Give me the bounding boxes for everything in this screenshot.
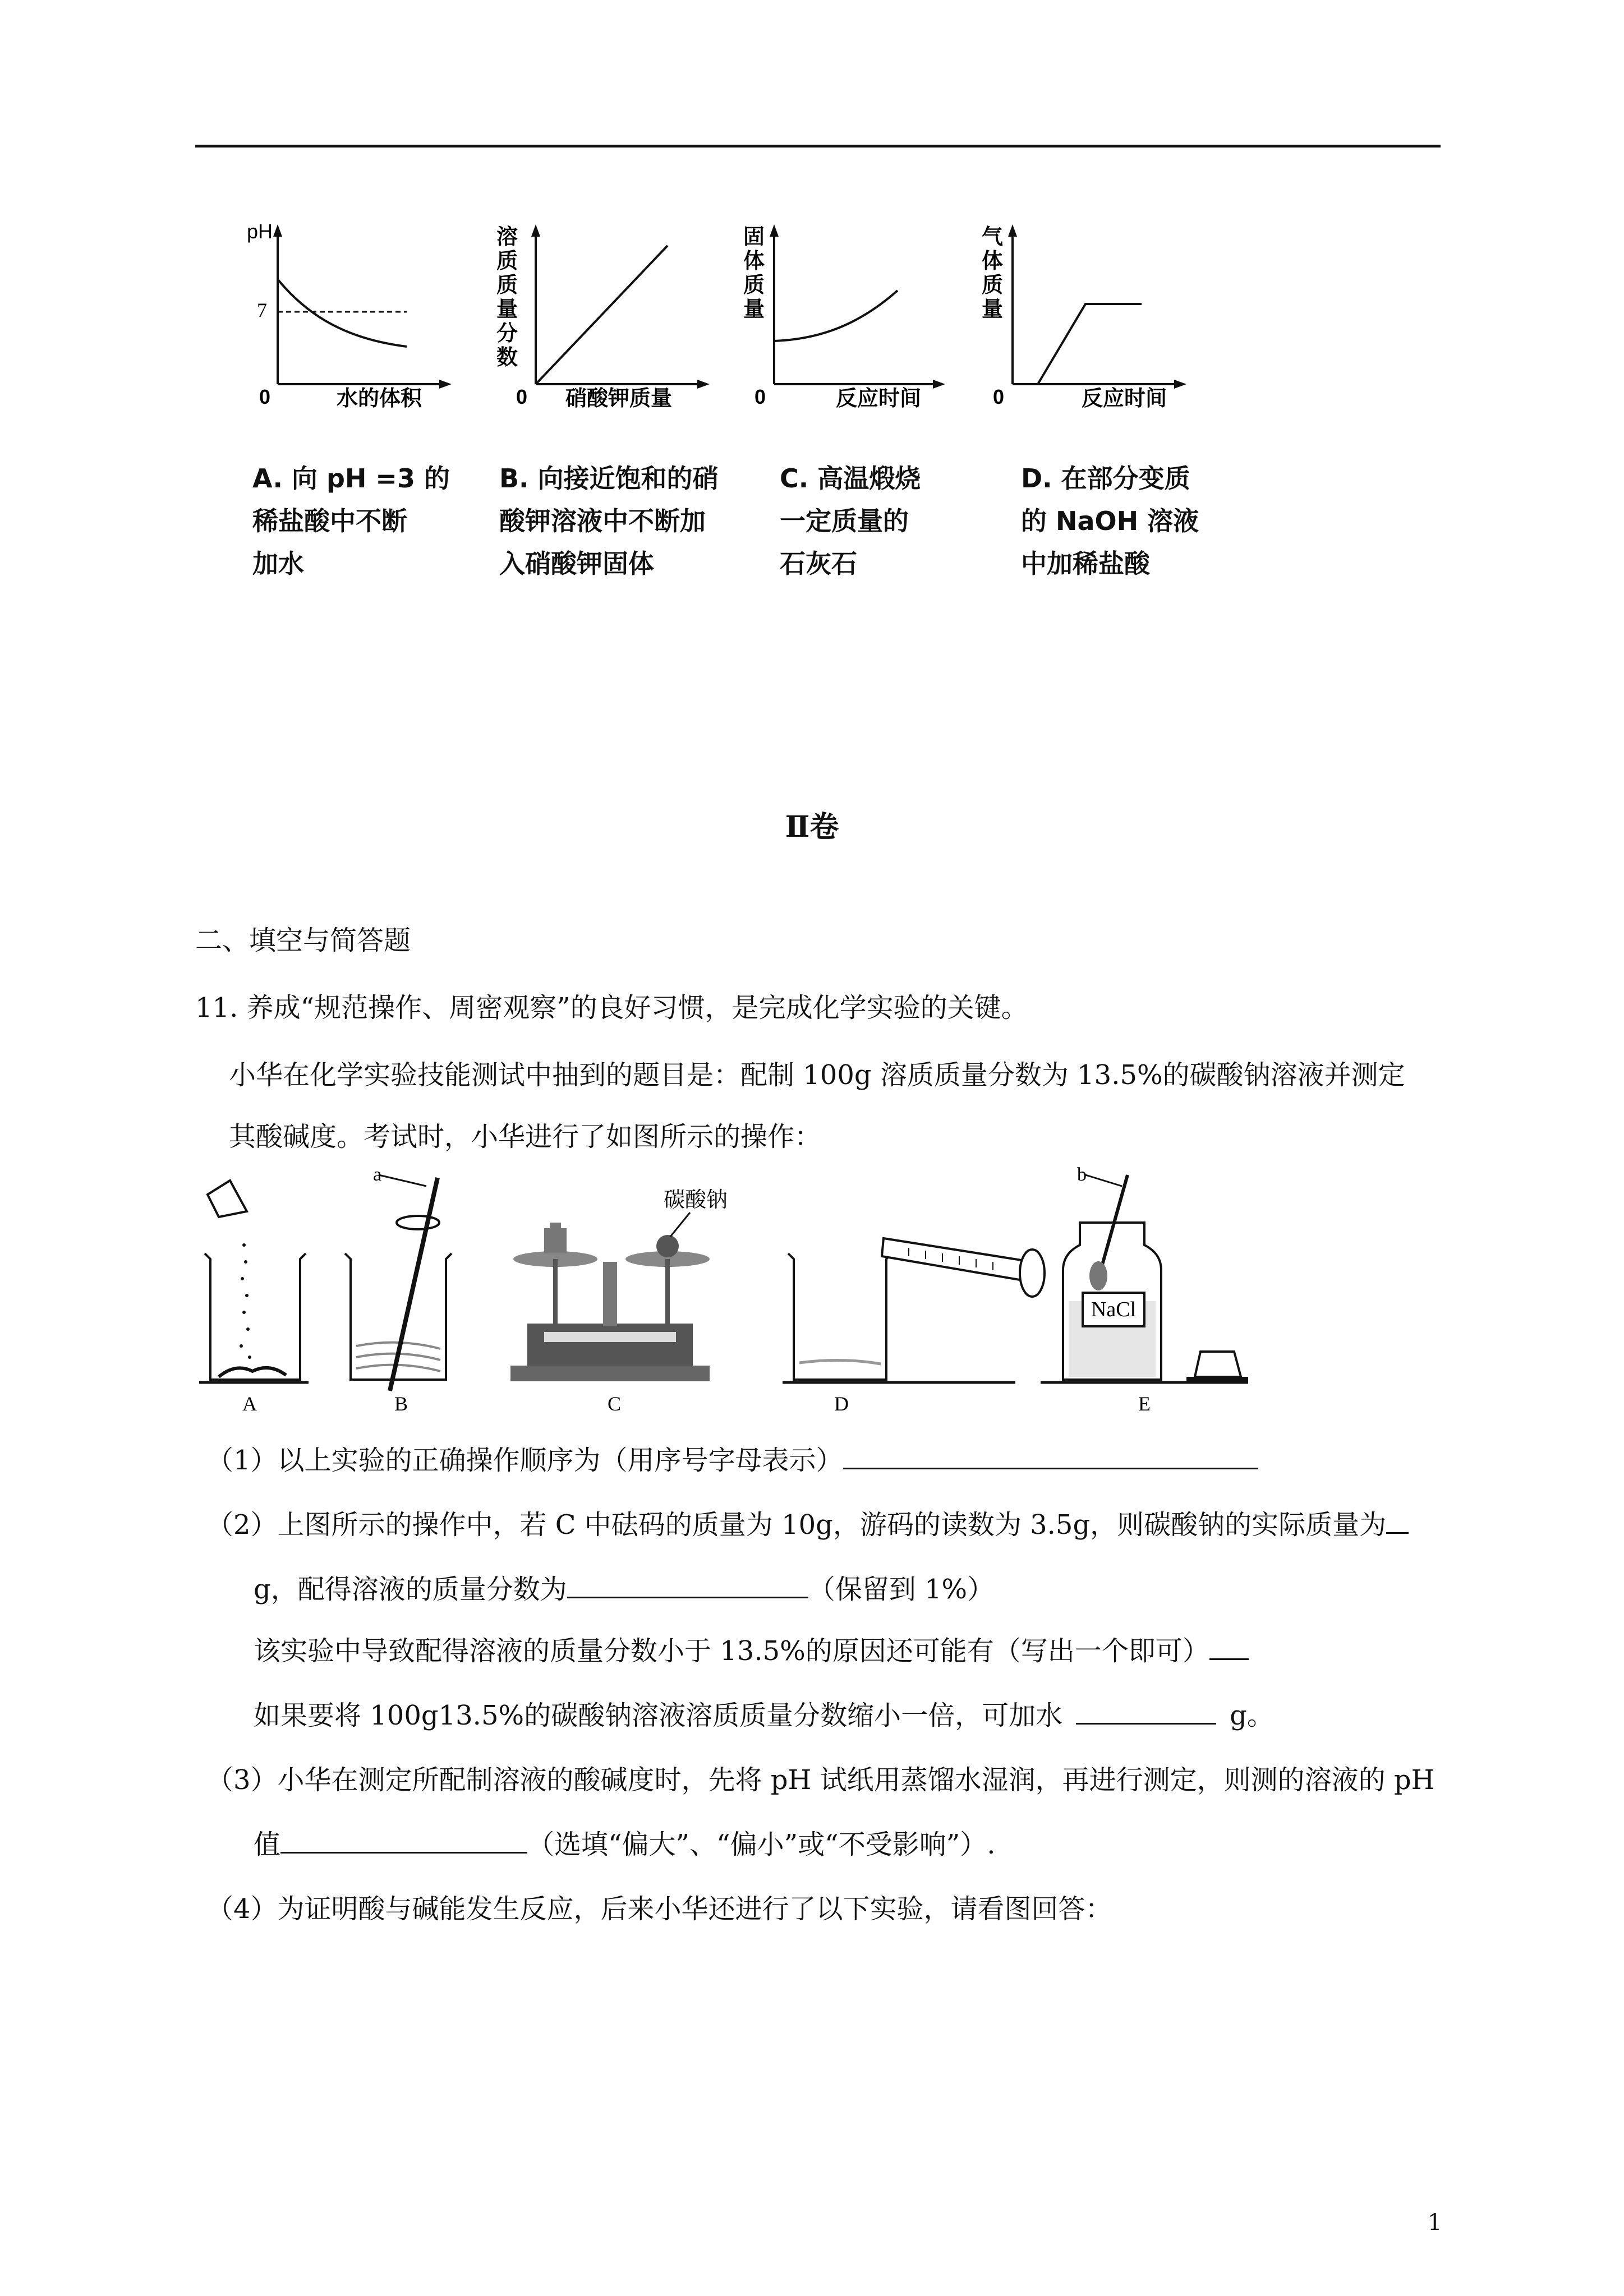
svg-text:量: 量 <box>496 298 518 321</box>
svg-text:固: 固 <box>743 225 765 249</box>
svg-text:分: 分 <box>496 322 518 345</box>
graph-d-ylabel <box>982 225 1003 321</box>
q11-desc-line2: 其酸碱度。考试时，小华进行了如图所示的操作： <box>229 1121 822 1152</box>
graph-b-origin: 0 <box>516 385 528 408</box>
answer-blank-3[interactable] <box>280 1827 527 1854</box>
apparatus-a <box>199 1181 309 1415</box>
label-b: B <box>394 1393 408 1415</box>
apparatus-c <box>510 1188 728 1415</box>
graph-a <box>247 220 452 411</box>
graph-c-ylabel <box>743 225 765 321</box>
q11-part3-line2: 值 （选填“偏大”、“偏小”或“不受影响”）. <box>254 1823 996 1861</box>
label-nacl: NaCl <box>1091 1298 1137 1321</box>
q11-part2-line2: g，配得溶液的质量分数为 （保留到 1%） <box>254 1567 994 1606</box>
graph-d-xlabel: 反应时间 <box>1082 387 1167 411</box>
answer-blank-2d[interactable] <box>1076 1698 1216 1725</box>
graph-b <box>496 224 710 411</box>
label-d: D <box>834 1393 849 1415</box>
label-chem: 碳酸钠 <box>663 1188 728 1212</box>
answer-blank-2a[interactable] <box>1386 1507 1409 1534</box>
graph-a-xlabel: 水的体积 <box>337 387 422 411</box>
graph-c-xlabel: 反应时间 <box>836 387 922 411</box>
q11-part4: （4）为证明酸与碱能发生反应，后来小华还进行了以下实验，请看图回答： <box>206 1893 1112 1925</box>
answer-blank-2b[interactable] <box>567 1572 808 1598</box>
apparatus-figure <box>191 1155 1313 1419</box>
apparatus-d <box>783 1238 1045 1415</box>
option-c: C. 高温煅烧 一定质量的 石灰石 <box>780 463 921 579</box>
svg-text:溶: 溶 <box>496 225 518 249</box>
svg-text:质: 质 <box>496 274 518 297</box>
label-a: A <box>242 1393 257 1415</box>
graph-a-origin: 0 <box>259 385 271 408</box>
graphs-figure <box>213 219 1223 426</box>
svg-text:质: 质 <box>982 274 1004 297</box>
q11-desc-line1: 小华在化学实验技能测试中抽到的题目是：配制 100g 溶质质量分数为 13.5%的碳酸钠溶液并测定 <box>229 1059 1405 1091</box>
header-rule <box>195 145 1441 147</box>
svg-text:体: 体 <box>982 250 1004 273</box>
apparatus-e <box>1041 1164 1248 1415</box>
graph-d-origin: 0 <box>993 385 1005 408</box>
svg-text:体: 体 <box>743 250 765 273</box>
graph-c-origin: 0 <box>755 385 766 408</box>
option-a: A. 向 pH =3 的 稀盐酸中不断 加水 <box>252 463 450 579</box>
label-e: E <box>1138 1393 1151 1415</box>
svg-text:量: 量 <box>982 298 1004 321</box>
answer-blank-2c[interactable] <box>1209 1634 1249 1660</box>
apparatus-b <box>345 1164 452 1415</box>
svg-text:气: 气 <box>982 225 1004 249</box>
q11-part1: （1）以上实验的正确操作顺序为（用序号字母表示） <box>206 1439 1258 1477</box>
label-c: C <box>607 1393 622 1415</box>
page-number: 1 <box>1428 2210 1442 2235</box>
q11-part2-line4: 如果要将 100g13.5%的碳酸钠溶液溶质质量分数缩小一倍，可加水 g。 <box>254 1694 1274 1732</box>
answer-blank-1[interactable] <box>843 1443 1258 1469</box>
q11-part2-line1: （2）上图所示的操作中，若 C 中砝码的质量为 10g，游码的读数为 3.5g，则碳酸钠的实际质量为 <box>206 1503 1409 1542</box>
graph-b-xlabel: 硝酸钾质量 <box>565 387 673 411</box>
svg-text:质: 质 <box>743 274 765 297</box>
svg-text:量: 量 <box>743 298 765 321</box>
graph-d <box>982 224 1186 411</box>
q11-intro: 11. 养成“规范操作、周密观察”的良好习惯，是完成化学实验的关键。 <box>195 992 1028 1023</box>
volume-title: Ⅱ卷 <box>785 810 839 844</box>
option-b: B. 向接近饱和的硝 酸钾溶液中不断加 入硝酸钾固体 <box>499 463 719 579</box>
option-d: D. 在部分变质 的 NaOH 溶液 中加稀盐酸 <box>1021 463 1199 579</box>
q11-part3-line1: （3）小华在测定所配制溶液的酸碱度时，先将 pH 试纸用蒸馏水湿润，再进行测定，则测的溶液的 pH <box>206 1764 1435 1796</box>
graph-c <box>743 224 945 411</box>
graph-a-ytick: 7 <box>257 299 267 321</box>
label-rod-a: a <box>373 1164 382 1185</box>
label-spoon-b: b <box>1077 1164 1087 1185</box>
svg-text:质: 质 <box>496 250 518 273</box>
svg-text:数: 数 <box>496 346 518 370</box>
section-title: 二、填空与简答题 <box>195 925 411 956</box>
graph-a-ylabel: pH <box>247 220 273 243</box>
q11-part2-line3: 该实验中导致配得溶液的质量分数小于 13.5%的原因还可能有（写出一个即可） <box>254 1629 1249 1668</box>
graph-b-ylabel <box>496 225 518 370</box>
